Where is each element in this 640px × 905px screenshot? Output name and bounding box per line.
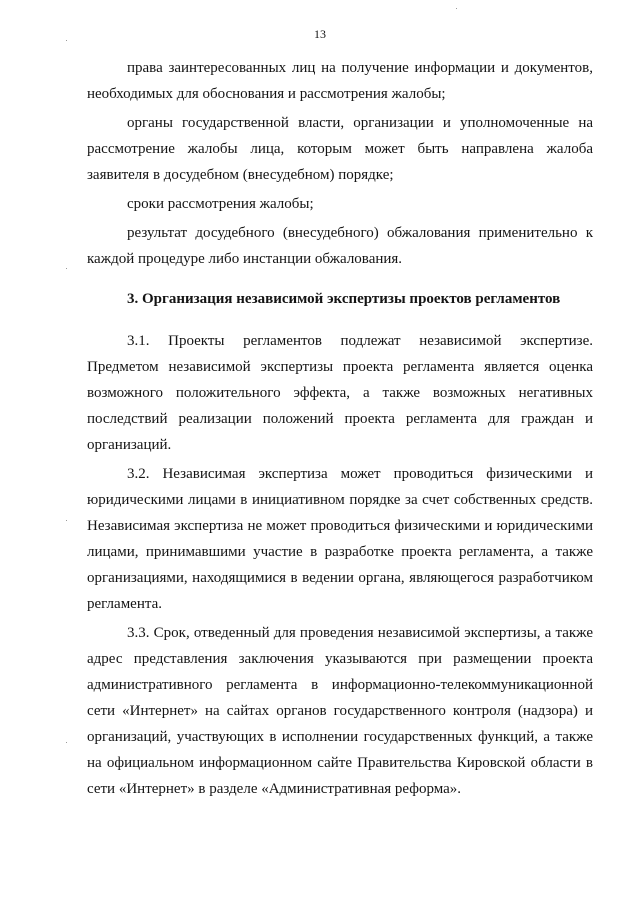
section-heading: 3. Организация независимой экспертизы проектов регламентов	[127, 291, 561, 307]
scan-speck	[66, 40, 67, 41]
paragraph-3-2: 3.2. Независимая экспертиза может проводиться физическими и юридическими лицами в инициативном порядке за счет собственных средств. Независимая экспертиза не может проводиться физическими и юридическими лицами, принимавшими участие в разработке проекта регламента, а также организациями, находящимися в ведении органа, являющегося разработчиком регламента.	[87, 466, 593, 612]
paragraph-3-1: 3.1. Проекты регламентов подлежат независимой экспертизе. Предметом независимой экспертизы проекта регламента является оценка возможного положительного эффекта, а также возможных негативных последствий реализации положений проекта регламента для граждан и организаций.	[87, 333, 593, 453]
page-number: 13	[314, 27, 326, 41]
scan-speck	[456, 8, 457, 9]
scan-speck	[66, 742, 67, 743]
paragraph-appeal-result: результат досудебного (внесудебного) обжалования применительно к каждой процедуре либо инстанции обжалования.	[87, 225, 593, 267]
paragraph-applicant-rights: права заинтересованных лиц на получение информации и документов, необходимых для обоснования и рассмотрения жалобы;	[87, 60, 593, 102]
document-body	[87, 55, 593, 802]
scan-speck	[66, 520, 67, 521]
paragraph-complaint-deadlines: сроки рассмотрения жалобы;	[127, 196, 314, 212]
paragraph-complaint-bodies: органы государственной власти, организации и уполномоченные на рассмотрение жалобы лица, которым может быть направлена жалоба заявителя в досудебном (внесудебном) порядке;	[87, 115, 593, 183]
scan-speck	[66, 268, 67, 269]
paragraph-3-3: 3.3. Срок, отведенный для проведения независимой экспертизы, а также адрес представления заключения указываются при размещении проекта административного регламента в информационно-телекоммуникационной сети «Интернет» на сайтах органов государственного контроля (надзора) и организаций, участвующих в исполнении государственных функций, а также на официальном информационном сайте Правительства Кировской области в сети «Интернет» в разделе «Административная реформа».	[87, 625, 593, 797]
